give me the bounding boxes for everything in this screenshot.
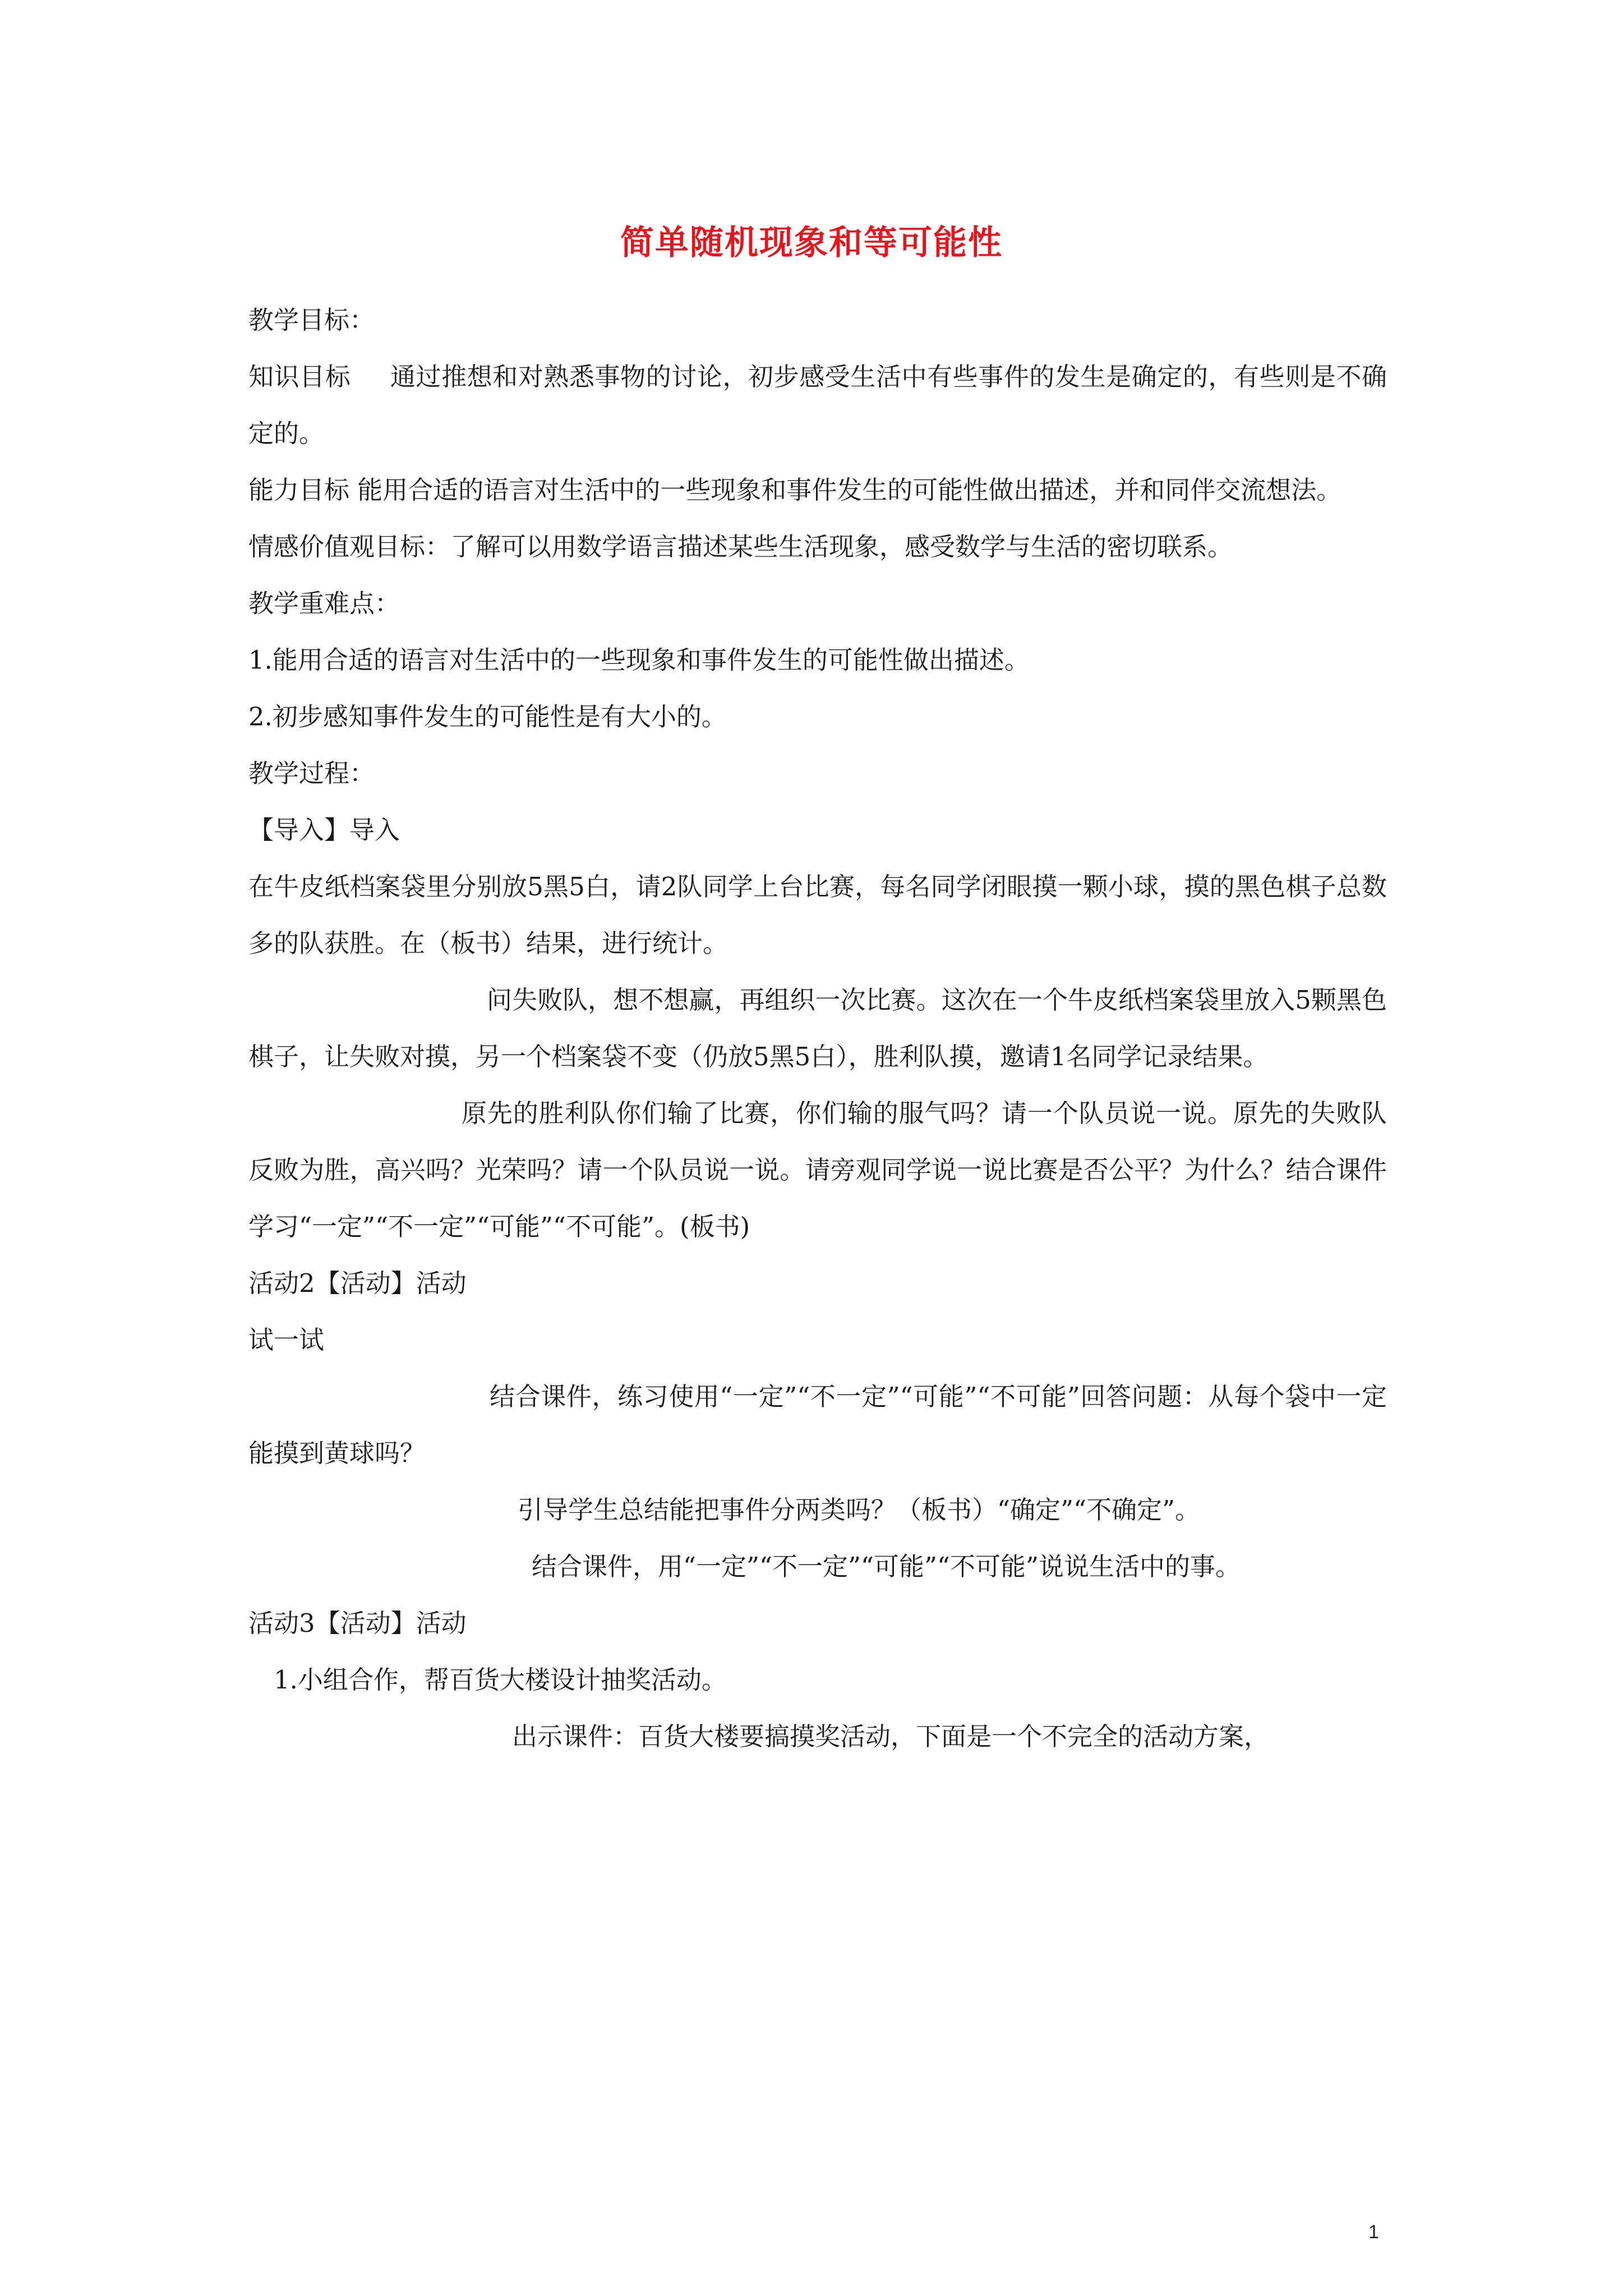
process-heading: 教学过程： [248,758,375,788]
objectives-heading: 教学目标： [248,305,375,335]
ability-goal: 能力目标 能用合适的语言对生活中的一些现象和事件发生的可能性做出描述，并和同伴交流想法。 [248,475,1342,505]
activity2-subheading: 试一试 [248,1325,325,1355]
document-title: 简单随机现象和等可能性 [620,223,1003,263]
knowledge-goal-text: 通过推想和对熟悉事物的讨论，初步感受生活中有些事件的发生是确定的，有些则是不确定的。 [248,362,1387,448]
activity2-paragraph-3: 结合课件，用“一定”“不一定”“可能”“不可能”说说生活中的事。 [532,1552,1241,1581]
knowledge-goal [248,348,1387,462]
emotion-goal: 情感价值观目标：了解可以用数学语言描述某些生活现象，感受数学与生活的密切联系。 [248,532,1233,562]
activity3-heading: 活动3【活动】活动 [248,1608,467,1638]
intro-paragraph-3: 原先的胜利队你们输了比赛，你们输的服气吗？请一个队员说一说。原先的失败队反败为胜，高兴吗？光荣吗？请一个队员说一说。请旁观同学说一说比赛是否公平？为什么？结合课件学习“一定”“不一定”“可能”“不可能”。(板书) [248,1098,1387,1241]
page-number: 1 [1368,2221,1379,2243]
activity2-heading: 活动2【活动】活动 [248,1268,467,1298]
key-point-2: 2.初步感知事件发生的可能性是有大小的。 [248,702,727,731]
activity3-paragraph-1: 出示课件：百货大楼要搞摸奖活动，下面是一个不完全的活动方案， [512,1722,1270,1751]
intro-paragraph-1: 在牛皮纸档案袋里分别放5黑5白，请2队同学上台比赛，每名同学闭眼摸一颗小球，摸的黑色棋子总数多的队获胜。在（板书）结果，进行统计。 [248,872,1387,958]
intro-paragraph-2: 问失败队，想不想赢，再组织一次比赛。这次在一个牛皮纸档案袋里放入5颗黑色棋子，让失败对摸，另一个档案袋不变（仍放5黑5白），胜利队摸，邀请1名同学记录结果。 [248,985,1387,1071]
activity2-paragraph-1: 结合课件，练习使用“一定”“不一定”“可能”“不可能”回答问题：从每个袋中一定能摸到黄球吗？ [248,1382,1387,1468]
key-points-heading: 教学重难点： [248,588,400,618]
knowledge-goal-label: 知识目标 [248,362,351,392]
document-body [248,292,1387,1765]
key-point-1: 1.能用合适的语言对生活中的一些现象和事件发生的可能性做出描述。 [248,645,1030,675]
activity3-item-1: 1.小组合作，帮百货大楼设计抽奖活动。 [274,1665,727,1695]
intro-heading: 【导入】导入 [248,815,400,845]
activity2-paragraph-2: 引导学生总结能把事件分两类吗？（板书）“确定”“不确定”。 [518,1495,1201,1525]
